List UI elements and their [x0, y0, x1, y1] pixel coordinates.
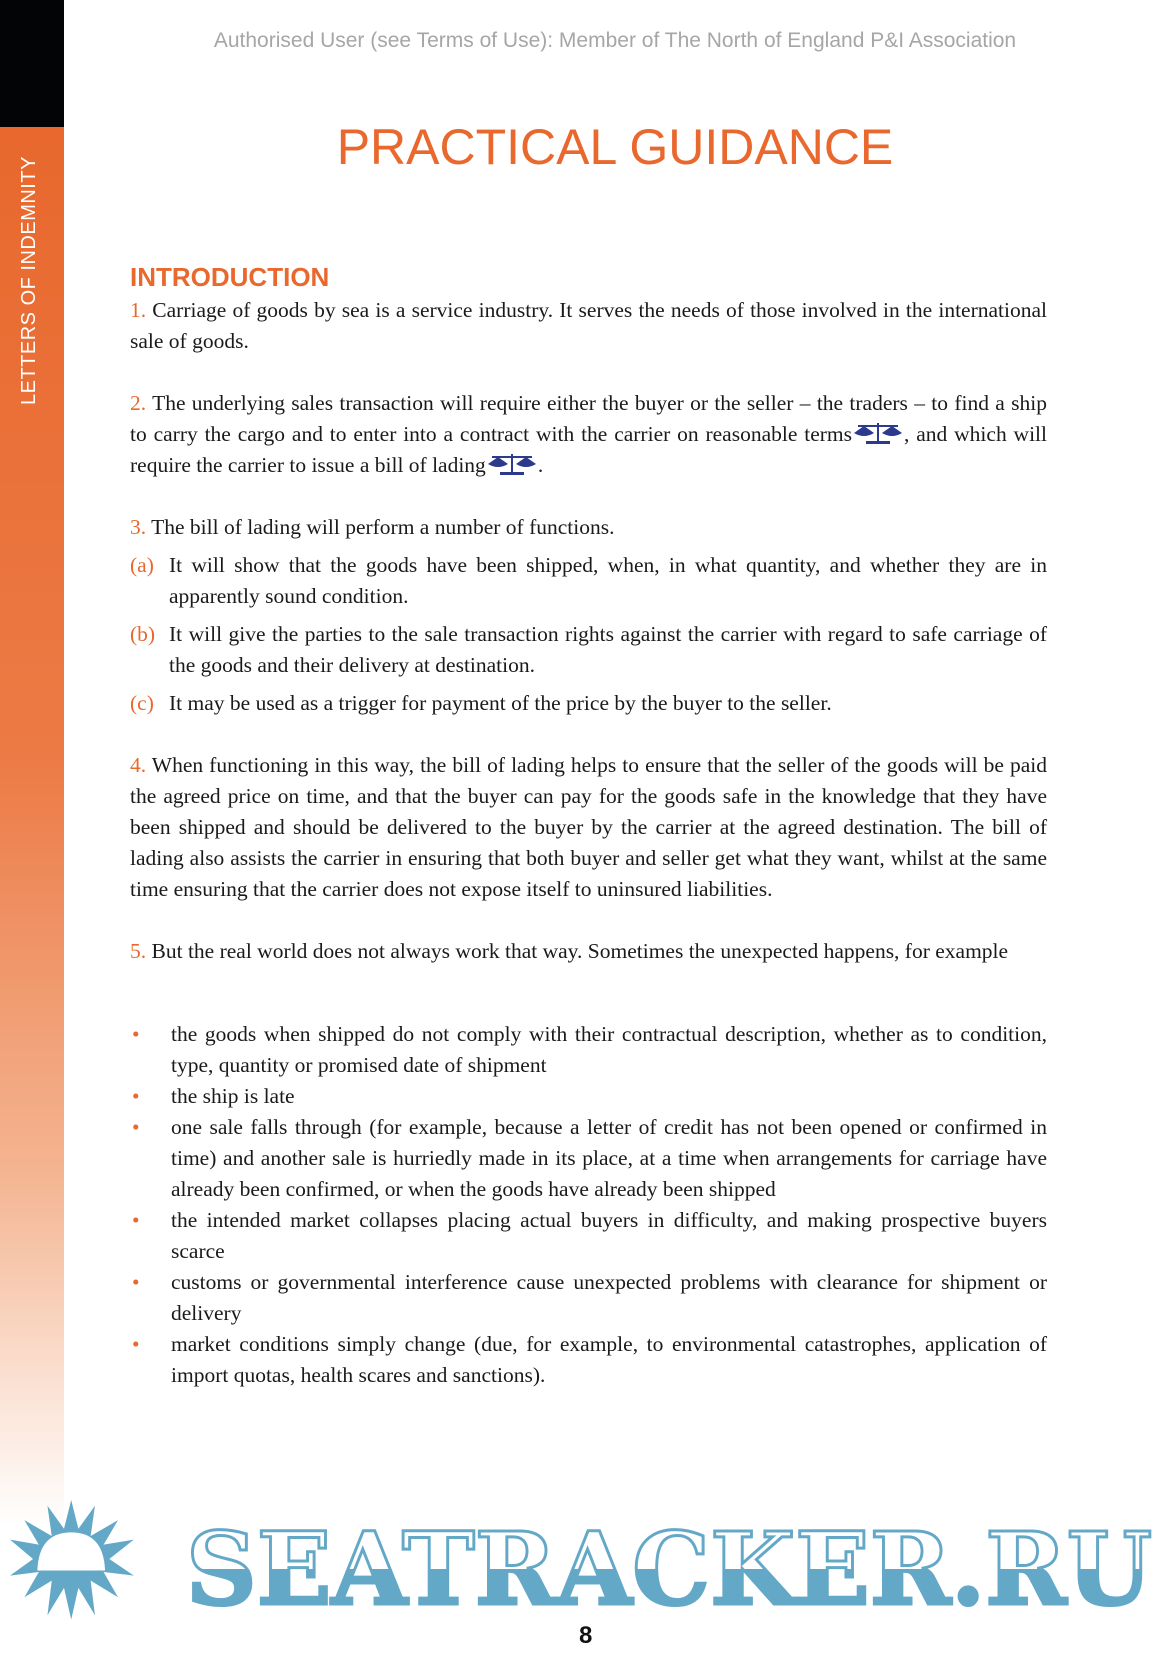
- bullet-text: the ship is late: [171, 1084, 295, 1108]
- page-number: 8: [579, 1622, 593, 1649]
- paragraph-text: The underlying sales transaction will require either the buyer or the seller – the traders – to find a ship to carry the cargo and to enter into a contract with the carrier on reasonable terms: [130, 391, 1047, 446]
- paragraph-1: [130, 295, 1047, 357]
- bullet-text: customs or governmental interference cause unexpected problems with clearance for shipment or delivery: [171, 1270, 1047, 1325]
- bullet-item: [130, 1205, 1047, 1267]
- section-heading: INTRODUCTION: [130, 262, 330, 292]
- paragraph-5: [130, 936, 1047, 967]
- sub-item-text: It may be used as a trigger for payment of the price by the buyer to the seller.: [169, 691, 832, 715]
- bullet-icon: •: [132, 1270, 140, 1294]
- bullet-item: [130, 1329, 1047, 1391]
- sub-item-label: (c): [130, 691, 154, 715]
- sub-item: [130, 688, 1047, 719]
- paragraph-text: , and which will require the carrier to issue a bill of lading: [130, 422, 1047, 477]
- bullet-item: [130, 1081, 1047, 1112]
- bullet-text: the goods when shipped do not comply with their contractual description, whether as to condition, type, quantity or promised date of shipment: [171, 1022, 1047, 1077]
- bullet-icon: •: [132, 1332, 140, 1356]
- paragraph-number: 5.: [130, 939, 147, 963]
- bullet-item: [130, 1019, 1047, 1081]
- bullet-icon: •: [132, 1022, 140, 1046]
- authorised-user-line: Authorised User (see Terms of Use): Member of The North of England P&I Association: [213, 29, 1017, 52]
- paragraph-3: [130, 512, 1047, 719]
- bullet-text: market conditions simply change (due, for example, to environmental catastrophes, application of import quotas, health scares and sanctions).: [171, 1332, 1047, 1387]
- scales-of-justice-icon[interactable]: [852, 422, 904, 444]
- seatracker-watermark: [0, 1500, 1166, 1620]
- paragraph-number: 1.: [130, 298, 147, 322]
- paragraph-4: [130, 750, 1047, 905]
- sidebar-label: LETTERS OF INDEMNITY: [18, 156, 40, 405]
- bullet-text: the intended market collapses placing actual buyers in difficulty, and making prospective buyers scarce: [171, 1208, 1047, 1263]
- watermark-text: SEATRACKER.RU: [186, 1510, 1152, 1620]
- scales-of-justice-icon[interactable]: [486, 453, 538, 475]
- sub-item-text: It will give the parties to the sale transaction rights against the carrier with regard to safe carriage of the goods and their delivery at destination.: [169, 622, 1047, 677]
- bullet-item: [130, 1267, 1047, 1329]
- sun-logo-icon: [10, 1500, 134, 1620]
- sub-item: [130, 550, 1047, 612]
- bullet-icon: •: [132, 1084, 140, 1108]
- paragraph-2: [130, 388, 1047, 481]
- paragraph-text: When functioning in this way, the bill of lading helps to ensure that the seller of the goods will be paid the agreed price on time, and that the buyer can pay for the goods safe in the knowledge that they have been shipped and should be delivered to the buyer by the carrier at the agreed destination. The bill of lading also assists the carrier in ensuring that both buyer and seller get what they want, whilst at the same time ensuring that the carrier does not expose itself to uninsured liabilities.: [130, 753, 1047, 901]
- sub-item: [130, 619, 1047, 681]
- sub-item-text: It will show that the goods have been shipped, when, in what quantity, and whether they are in apparently sound condition.: [169, 553, 1047, 608]
- sidebar-black-block: [0, 0, 64, 127]
- main-content: [130, 262, 1047, 1391]
- paragraph-number: 2.: [130, 391, 147, 415]
- sub-item-label: (a): [130, 553, 154, 577]
- paragraph-text: Carriage of goods by sea is a service industry. It serves the needs of those involved in the international sale of goods.: [130, 298, 1047, 353]
- paragraph-text: But the real world does not always work that way. Sometimes the unexpected happens, for example: [151, 939, 1009, 963]
- bullet-list: [130, 1019, 1047, 1391]
- sub-item-label: (b): [130, 622, 156, 646]
- page-title: PRACTICAL GUIDANCE: [336, 119, 894, 175]
- bullet-item: [130, 1112, 1047, 1205]
- bullet-icon: •: [132, 1115, 140, 1139]
- paragraph-number: 4.: [130, 753, 147, 777]
- bullet-text: one sale falls through (for example, because a letter of credit has not been opened or confirmed in time) and another sale is hurriedly made in its place, at a time when arrangements for carriage have already been confirmed, or when the goods have already been shipped: [171, 1115, 1047, 1201]
- paragraph-text: .: [537, 453, 544, 477]
- bullet-icon: •: [132, 1208, 140, 1232]
- paragraph-number: 3.: [130, 515, 147, 539]
- paragraph-text: The bill of lading will perform a number of functions.: [151, 515, 615, 539]
